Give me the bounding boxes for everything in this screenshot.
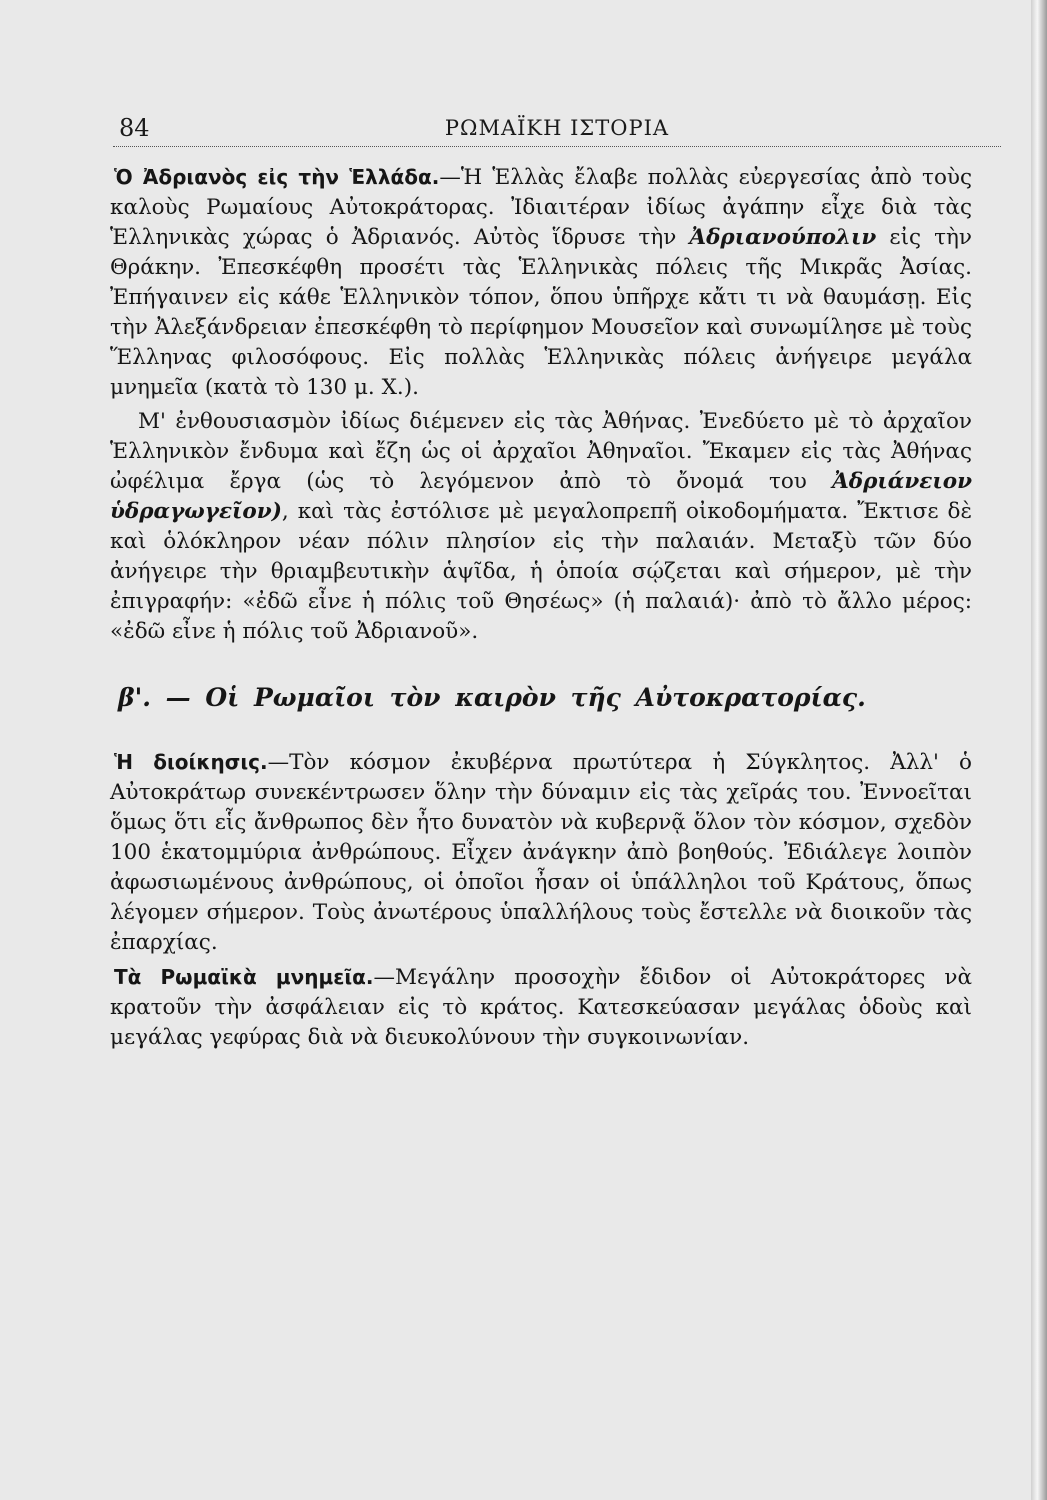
- body-text: [110, 162, 972, 1057]
- page-edge-shadow: [1031, 0, 1047, 1500]
- paragraph-text: —Ἡ Ἑλλὰς ἔλαβε πολλὰς εὐεργεσίας ἀπὸ τοὺς καλοὺς Ρωμαίους Αὐτοκράτορας. Ἰδιαιτέραν ἰδίως ἀγάπην εἶχε διὰ τὰς Ἑλληνικὰς χώρας ὁ Ἀδριανός. Αὐτὸς ἵδρυσε τὴν: [110, 165, 972, 250]
- paragraph-text: Μ' ἐνθουσιασμὸν ἰδίως διέμενεν εἰς τὰς Ἀθήνας. Ἐνεδύετο μὲ τὸ ἀρχαῖον Ἑλληνικὸν ἔνδυμα καὶ ἔζη ὡς οἱ ἀρχαῖοι Ἀθηναῖοι. Ἔκαμεν εἰς τὰς Ἀθήνας ὠφέλιμα ἔργα (ὡς τὸ λεγόμενον ἀπὸ τὸ ὄνομά του: [110, 409, 972, 494]
- paragraph-administration: [110, 747, 972, 958]
- run-in-heading: Τὰ Ρωμαϊκὰ μνημεῖα.: [114, 965, 374, 989]
- paragraph-text: , καὶ τὰς ἐστόλισε μὲ μεγαλοπρεπῆ οἰκοδομήματα. Ἔκτισε δὲ καὶ ὁλόκληρον νέαν πόλιν πλησίον εἰς τὴν παλαιάν. Μεταξὺ τῶν δύο ἀνήγειρε τὴν θριαμβευτικὴν ἁψῖδα, ἡ ὁποία σῴζεται καὶ σήμερον, μὲ τὴν ἐπιγραφήν: «ἐδῶ εἶνε ἡ πόλις τοῦ Θησέως» (ἡ παλαιά)· ἀπὸ τὸ ἄλλο μέρος: «ἐδῶ εἶνε ἡ πόλις τοῦ Ἀδριανοῦ».: [110, 499, 972, 644]
- run-in-heading: Ὁ Ἀδριανὸς εἰς τὴν Ἑλλάδα.: [114, 165, 440, 189]
- page-header: [113, 112, 1001, 147]
- page-number: 84: [119, 114, 150, 142]
- paragraph-text: —Μεγάλην προσοχὴν ἔδιδον οἱ Αὐτοκράτορες νὰ κρατοῦν τὴν ἀσφάλειαν εἰς τὸ κράτος. Κατεσκεύασαν μεγάλας ὁδοὺς καὶ μεγάλας γεφύρας διὰ νὰ διευκολύνουν τὴν συγκοινωνίαν.: [110, 965, 973, 1050]
- emphasis-adrianoupolis: Ἀδριανούπολιν: [689, 225, 877, 250]
- paragraph-monuments: [110, 962, 972, 1053]
- paragraph-text: εἰς τὴν Θράκην. Ἐπεσκέφθη προσέτι τὰς Ἑλληνικὰς πόλεις τῆς Μικρᾶς Ἀσίας. Ἐπήγαινεν εἰς κάθε Ἑλληνικὸν τόπον, ὅπου ὑπῆρχε κἄτι τι νὰ θαυμάσῃ. Εἰς τὴν Ἀλεξάνδρειαν ἐπεσκέφθη τὸ περίφημον Μουσεῖον καὶ συνωμίλησε μὲ τοὺς Ἕλληνας φιλοσόφους. Εἰς πολλὰς Ἑλληνικὰς πόλεις ἀνήγειρε μεγάλα μνημεῖα (κατὰ τὸ 130 μ. Χ.).: [110, 225, 972, 400]
- section-heading: β'. — Οἱ Ρωμαῖοι τὸν καιρὸν τῆς Αὐτοκρατορίας.: [118, 683, 866, 712]
- paragraph-hadrian-greece: [110, 162, 972, 403]
- run-in-heading: Ἡ διοίκησις.: [114, 750, 268, 774]
- paragraph-hadrian-athens: [110, 407, 972, 647]
- emphasis-aqueduct: Ἀδριάνειον ὑδραγωγεῖον): [110, 469, 972, 524]
- running-head: ΡΩΜΑΪΚΗ ΙΣΤΟΡΙΑ: [444, 116, 670, 140]
- paragraph-text: —Τὸν κόσμον ἐκυβέρνα πρωτύτερα ἡ Σύγκλητος. Ἀλλ' ὁ Αὐτοκράτωρ συνεκέντρωσεν ὅλην τὴν δύναμιν εἰς τὰς χεῖράς του. Ἐννοεῖται ὅμως ὅτι εἷς ἄνθρωπος δὲν ἦτο δυνατὸν νὰ κυβερνᾷ ὅλον τὸν κόσμον, σχεδὸν 100 ἑκατομμύρια ἀνθρώπους. Εἶχεν ἀνάγκην ἀπὸ βοηθούς. Ἐδιάλεγε λοιπὸν ἀφωσιωμένους ἀνθρώπους, οἱ ὁποῖοι ἦσαν οἱ ὑπάλληλοι τοῦ Κράτους, ὅπως λέγομεν σήμερον. Τοὺς ἀνωτέρους ὑπαλλήλους τοὺς ἔστελλε νὰ διοικοῦν τὰς ἐπαρχίας.: [110, 750, 972, 955]
